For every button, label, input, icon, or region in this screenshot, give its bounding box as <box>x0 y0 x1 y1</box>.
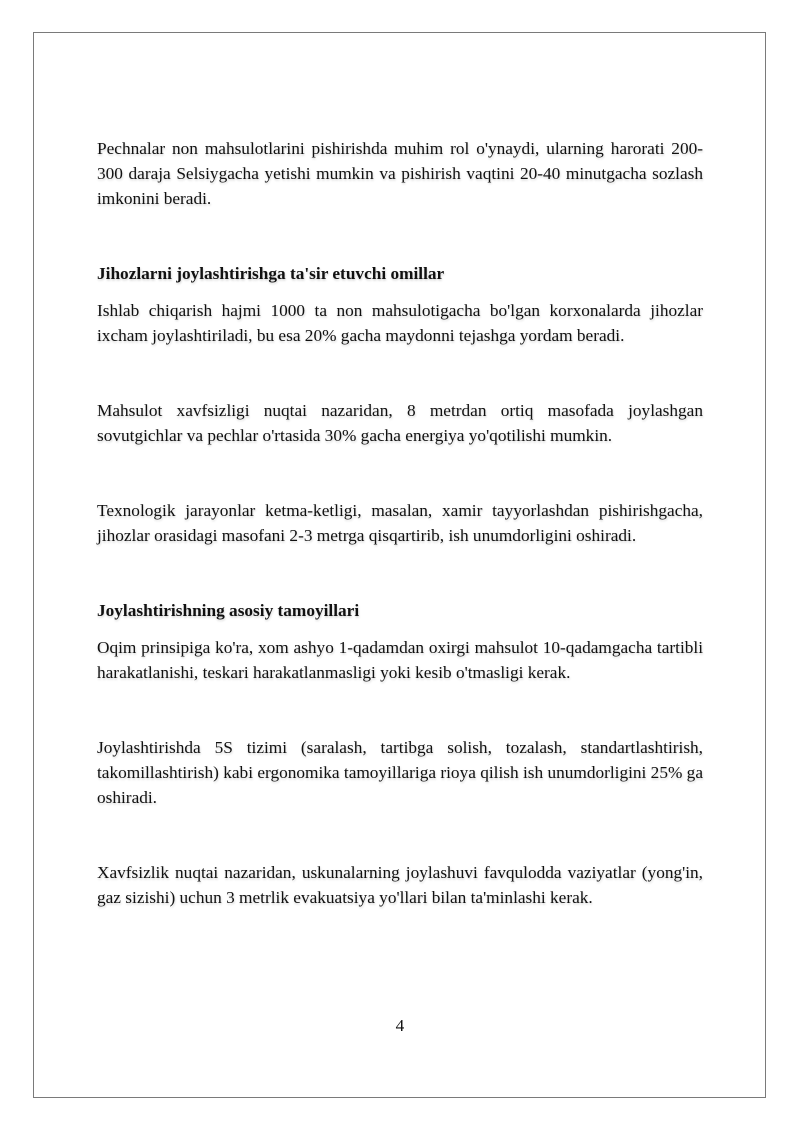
paragraph-ovens: Pechnalar non mahsulotlarini pishirishda muhim rol o'ynaydi, ularning harorati 200-300 daraja Selsiygacha yetishi mumkin va pishirish vaqtini 20-40 minutgacha sozlash imkonini beradi. <box>97 139 703 208</box>
page-number: 4 <box>395 1016 405 1035</box>
paragraph-5s-system: Joylashtirishda 5S tizimi (saralash, tartibga solish, tozalash, standartlashtirish, takomillashtirish) kabi ergonomika tamoyillariga rioya qilish ish unumdorligini 25% ga oshiradi. <box>97 738 703 807</box>
heading-placement-principles: Joylashtirishning asosiy tamoyillari <box>97 601 360 620</box>
paragraph-safety-evacuation: Xavfsizlik nuqtai nazaridan, uskunalarning joylashuvi favqulodda vaziyatlar (yong'in, gaz sizishi) uchun 3 metrlik evakuatsiya yo'llari bilan ta'minlashi kerak. <box>97 863 703 907</box>
paragraph-flow-principle: Oqim prinsipiga ko'ra, xom ashyo 1-qadamdan oxirgi mahsulot 10-qadamgacha tartibli harakatlanishi, teskari harakatlanmasligi yoki kesib o'tmasligi kerak. <box>97 638 703 682</box>
document-body <box>97 136 703 910</box>
paragraph-process-sequence: Texnologik jarayonlar ketma-ketligi, masalan, xamir tayyorlashdan pishirishgacha, jihozlar orasidagi masofani 2-3 metrga qisqartirib, ish unumdorligini oshiradi. <box>97 501 703 545</box>
paragraph-product-safety: Mahsulot xavfsizligi nuqtai nazaridan, 8 metrdan ortiq masofada joylashgan sovutgichlar va pechlar o'rtasida 30% gacha energiya yo'qotilishi mumkin. <box>97 401 703 445</box>
heading-placement-factors: Jihozlarni joylashtirishga ta'sir etuvchi omillar <box>97 264 445 283</box>
paragraph-production-volume: Ishlab chiqarish hajmi 1000 ta non mahsulotigacha bo'lgan korxonalarda jihozlar ixcham joylashtiriladi, bu esa 20% gacha maydonni tejashga yordam beradi. <box>97 301 703 345</box>
